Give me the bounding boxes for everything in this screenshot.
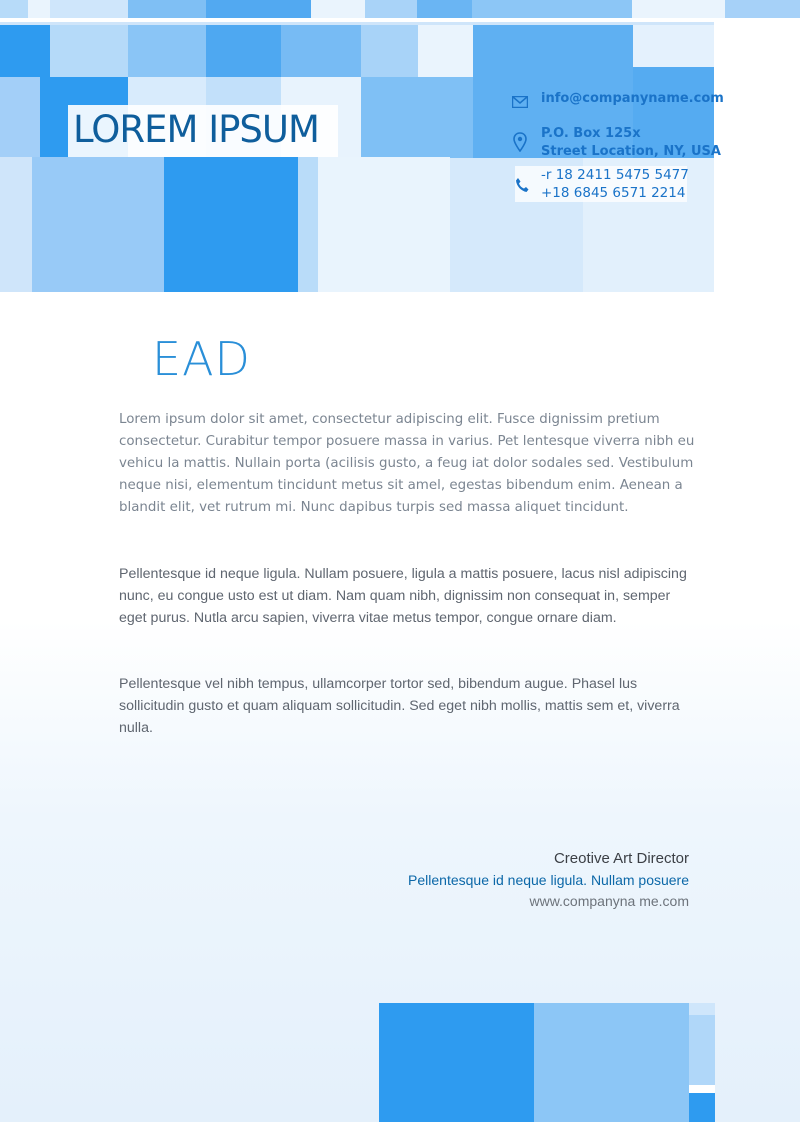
footer-mosaic — [379, 1003, 715, 1122]
signature-website: www.companyna me.com — [529, 893, 689, 909]
phone-1: -r 18 2411 5475 5477 — [541, 167, 689, 183]
phone-icon — [515, 177, 529, 197]
paragraph-2: Pellentesque id neque ligula. Nullam posuere, ligula a mattis posuere, lacus nisl adipiscing nunc, eu congue usto est ut diam. Nam quam nibh, dignissim non consequat in, semper eget purus. Nutla arcu sapien, viverra vitae metus tempor, congue ornare diam. — [119, 566, 687, 626]
signature-line: Pellentesque id neque ligula. Nullam posuere — [408, 872, 689, 888]
company-title: LOREM IPSUM — [73, 108, 319, 151]
paragraph-1: Lorem ipsum dolor sit amet, consectetur adipiscing elit. Fusce dignissim pretium consectetur. Curabitur tempor posuere massa in varius. Pet lentesque viverra nibh eu vehicu la mattis. Nullain porta (acilisis gusto, a feug iat dolor sodales sed. Vestibulum neque nisi, elementum tincidunt metus sit amel, egestas bibendum enim. Aenean a blandit elit, vet rutrum mi. Nunc dapibus turpis sed massa aliquet tincidunt. — [119, 412, 695, 515]
location-pin-icon — [513, 132, 527, 156]
letter-heading: EAD — [152, 332, 251, 386]
email-text: info@companyname.com — [541, 91, 724, 106]
address-line2: Street Location, NY, USA — [541, 144, 721, 159]
signature-title: Creotive Art Director — [553, 850, 689, 867]
phone-2: +18 6845 6571 2214 — [541, 185, 686, 201]
envelope-icon — [512, 93, 528, 112]
paragraph-3: Pellentesque vel nibh tempus, ullamcorper tortor sed, bibendum augue. Phasel lus sollicitudin gusto et quam aliquam sollicitudin. Sed eget nibh mollis, mattis sem et, viverra nulla. — [119, 676, 680, 736]
address-line1: P.O. Box 125x — [541, 126, 641, 141]
